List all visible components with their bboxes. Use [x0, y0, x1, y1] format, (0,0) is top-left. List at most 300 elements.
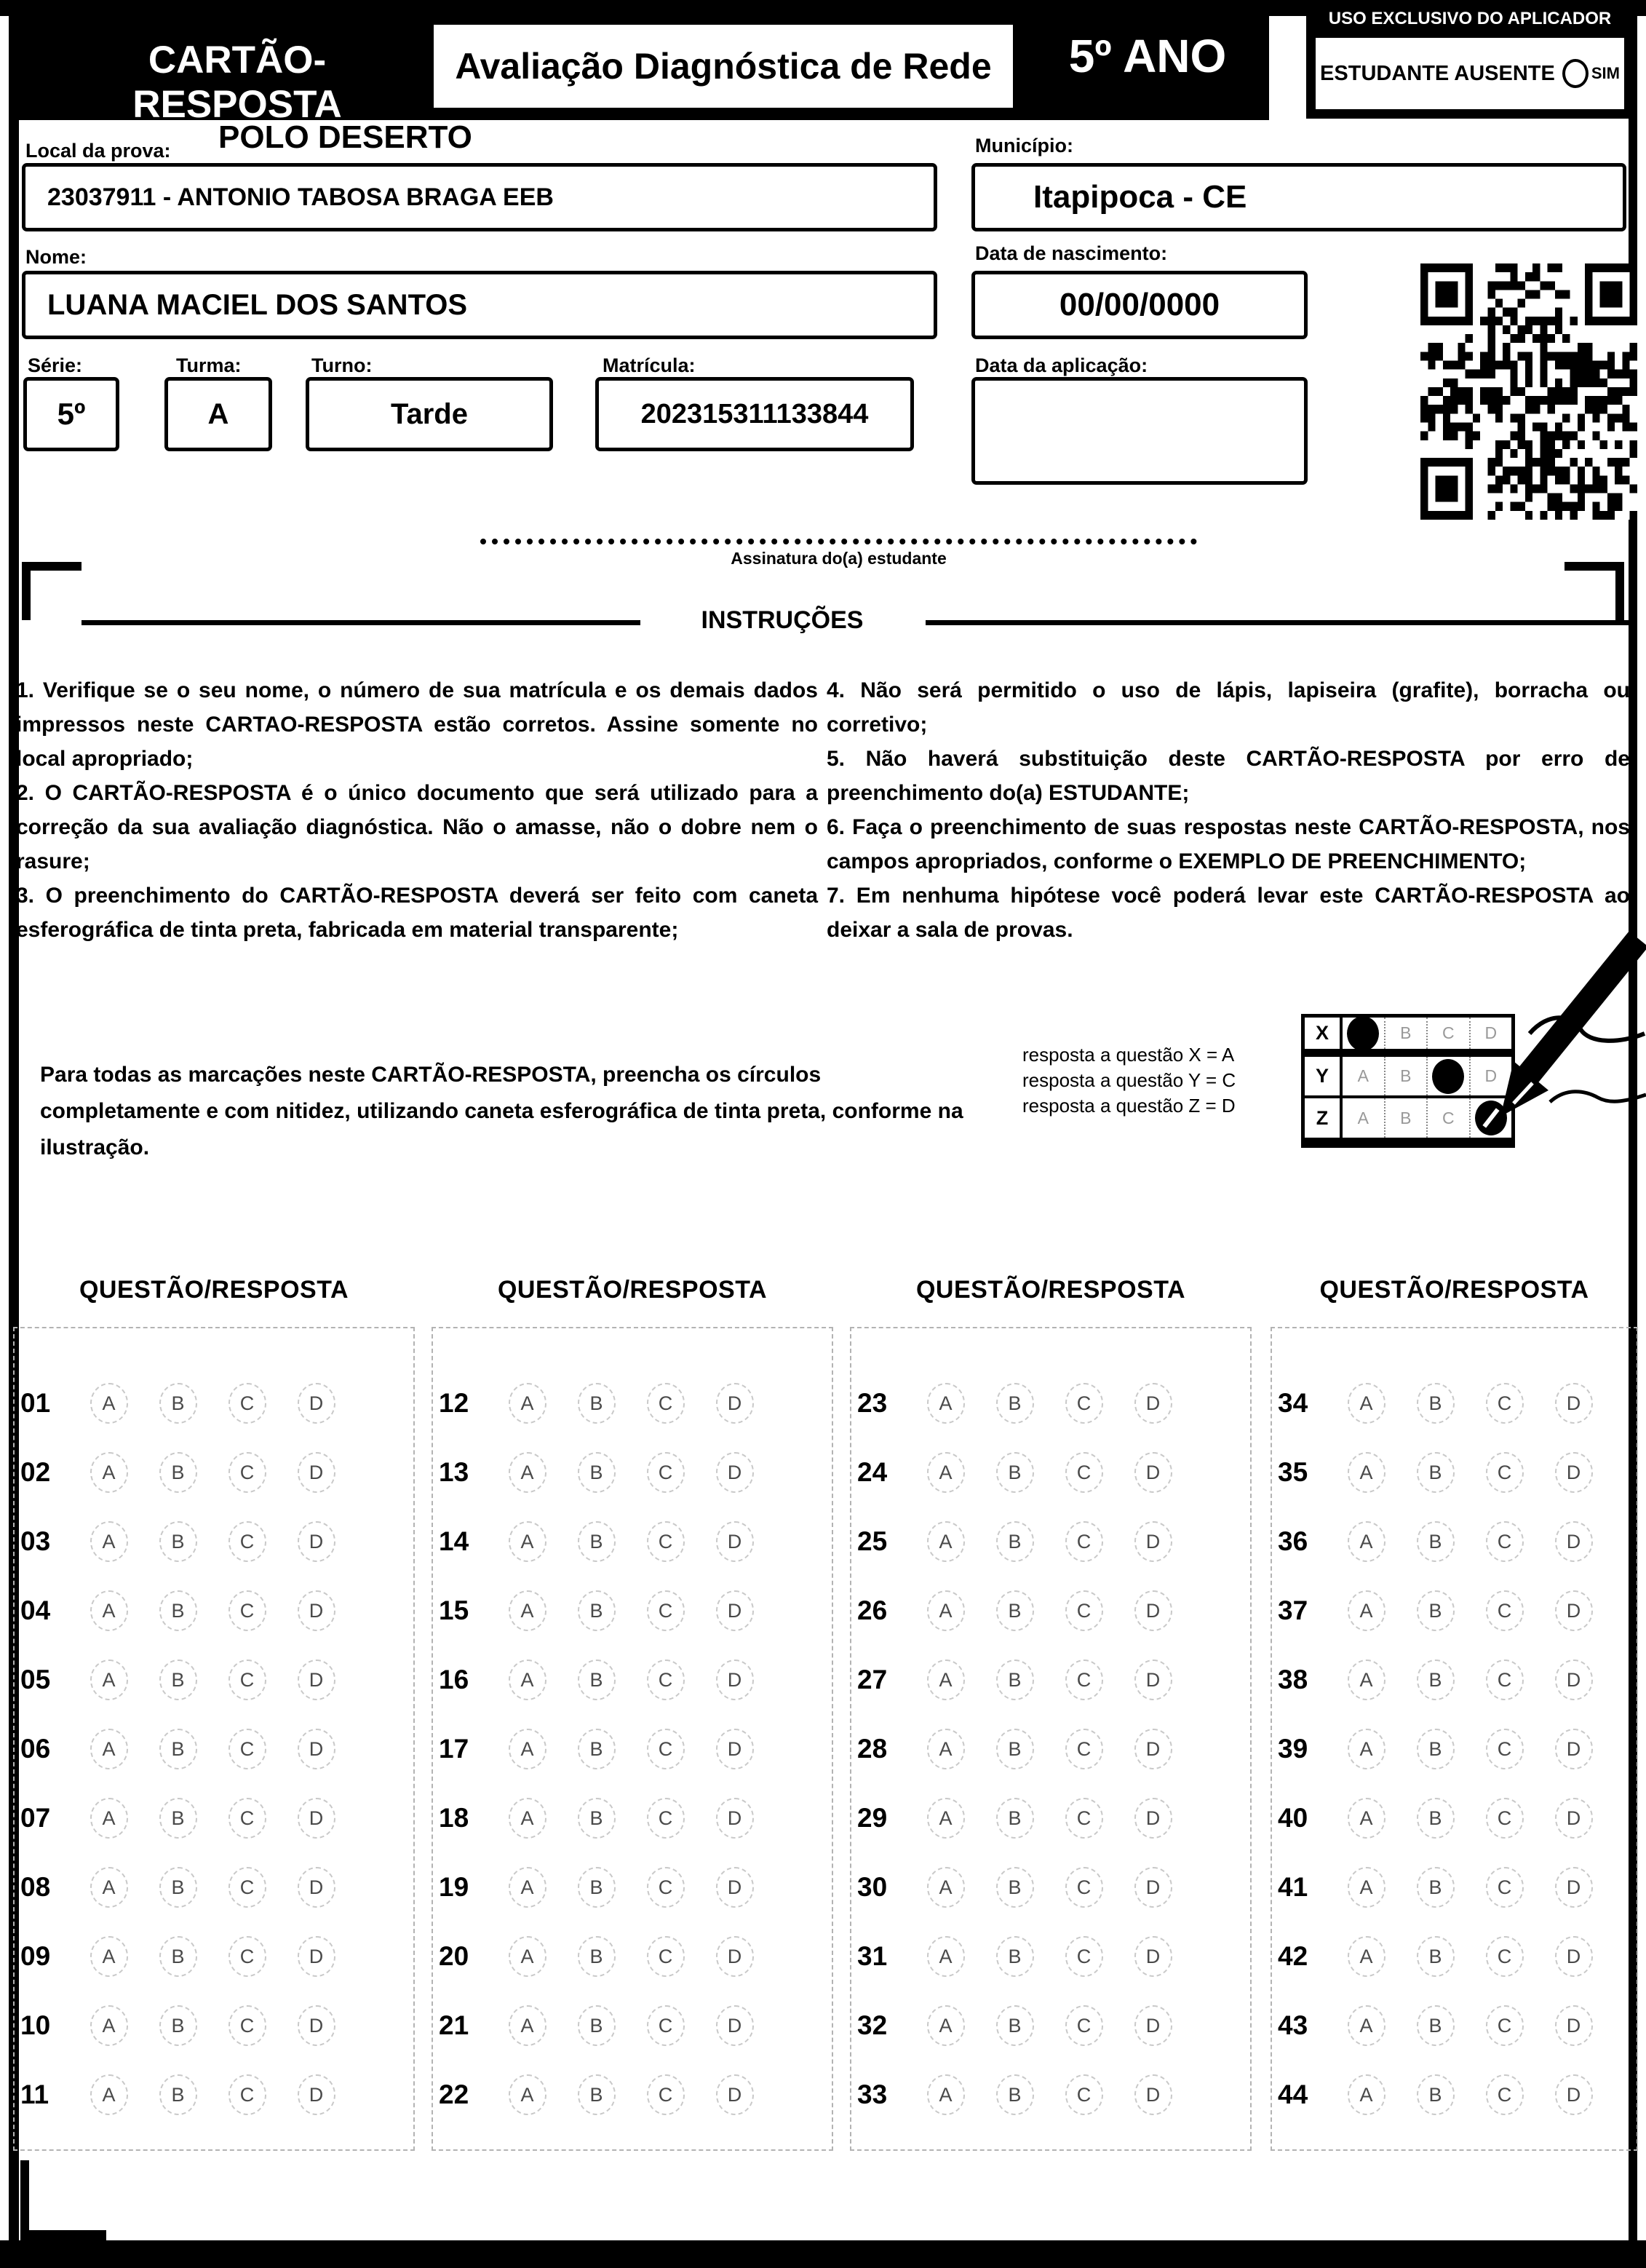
- bubble-38-B[interactable]: B: [1417, 1660, 1455, 1700]
- applicator-box: [1306, 0, 1634, 119]
- bubble-12-C[interactable]: C: [647, 1383, 685, 1424]
- bubble-04-C[interactable]: C: [228, 1590, 266, 1631]
- bubble-20-B[interactable]: B: [578, 1936, 616, 1977]
- bubble-44-A[interactable]: A: [1348, 2074, 1385, 2115]
- bubble-23-A[interactable]: A: [927, 1383, 965, 1424]
- answer-row: [857, 1934, 1250, 1979]
- bubble-14-B[interactable]: B: [578, 1521, 616, 1562]
- bubble-10-D[interactable]: D: [298, 2005, 335, 2046]
- bubble-43-D[interactable]: D: [1555, 2005, 1593, 2046]
- bubble-31-A[interactable]: A: [927, 1936, 965, 1977]
- bubble-44-B[interactable]: B: [1417, 2074, 1455, 2115]
- question-number: 30: [857, 1872, 888, 1902]
- bubble-14-A[interactable]: A: [509, 1521, 546, 1562]
- bubble-05-A[interactable]: A: [90, 1660, 128, 1700]
- bubble-34-D[interactable]: D: [1555, 1383, 1593, 1424]
- question-number: 23: [857, 1388, 888, 1418]
- bubble-25-B[interactable]: B: [996, 1521, 1034, 1562]
- bubble-01-D[interactable]: D: [298, 1383, 335, 1424]
- answer-row: [20, 2003, 413, 2048]
- bubble-07-A[interactable]: A: [90, 1798, 128, 1839]
- instruction-item: 3. O preenchimento do CARTÃO-RESPOSTA deverá ser feito com caneta esferográfica de tinta preta, fabricada em material transparente;: [16, 884, 818, 942]
- bubble-32-A[interactable]: A: [927, 2005, 965, 2046]
- answer-block: [850, 1327, 1252, 2151]
- bubble-33-D[interactable]: D: [1134, 2074, 1172, 2115]
- example-cell-Y-A: [1343, 1057, 1384, 1095]
- bubble-21-C[interactable]: C: [647, 2005, 685, 2046]
- question-number: 44: [1278, 2079, 1308, 2109]
- bubble-14-C[interactable]: C: [647, 1521, 685, 1562]
- turno-label: Turno:: [311, 354, 373, 376]
- bubble-26-C[interactable]: C: [1065, 1590, 1103, 1631]
- bubble-20-C[interactable]: C: [647, 1936, 685, 1977]
- example-cell-X-B: [1384, 1018, 1427, 1049]
- answer-row: [857, 2003, 1250, 2048]
- bubble-24-A[interactable]: A: [927, 1452, 965, 1493]
- bubble-16-C[interactable]: C: [647, 1660, 685, 1700]
- bubble-16-B[interactable]: B: [578, 1660, 616, 1700]
- answer-row: [857, 1865, 1250, 1910]
- question-number: 15: [439, 1595, 469, 1625]
- bubble-27-C[interactable]: C: [1065, 1660, 1103, 1700]
- bubble-23-D[interactable]: D: [1134, 1383, 1172, 1424]
- bubble-32-C[interactable]: C: [1065, 2005, 1103, 2046]
- aplicacao-box: [971, 377, 1308, 485]
- answer-row: [857, 2072, 1250, 2117]
- bubble-25-C[interactable]: C: [1065, 1521, 1103, 1562]
- bubble-27-D[interactable]: D: [1134, 1660, 1172, 1700]
- bubble-09-A[interactable]: A: [90, 1936, 128, 1977]
- bubble-03-A[interactable]: A: [90, 1521, 128, 1562]
- turma-value: A: [207, 397, 229, 430]
- bubble-19-D[interactable]: D: [716, 1867, 754, 1908]
- answer-row: [1278, 1796, 1637, 1841]
- question-number: 43: [1278, 2010, 1308, 2040]
- local-label: Local da prova:: [25, 140, 171, 162]
- bubble-10-C[interactable]: C: [228, 2005, 266, 2046]
- bubble-26-D[interactable]: D: [1134, 1590, 1172, 1631]
- bubble-02-D[interactable]: D: [298, 1452, 335, 1493]
- bubble-10-B[interactable]: B: [159, 2005, 197, 2046]
- bubble-05-C[interactable]: C: [228, 1660, 266, 1700]
- bubble-30-B[interactable]: B: [996, 1867, 1034, 1908]
- bubble-03-C[interactable]: C: [228, 1521, 266, 1562]
- example-row-label: Z: [1305, 1098, 1343, 1138]
- grid-column-header: QUESTÃO/RESPOSTA: [1319, 1276, 1589, 1304]
- bubble-18-D[interactable]: D: [716, 1798, 754, 1839]
- bubble-42-C[interactable]: C: [1486, 1936, 1524, 1977]
- answer-row: [20, 2072, 413, 2117]
- grid-column-header: QUESTÃO/RESPOSTA: [497, 1276, 768, 1304]
- polo-value: POLO DESERTO: [218, 119, 472, 155]
- bubble-42-A[interactable]: A: [1348, 1936, 1385, 1977]
- bubble-01-C[interactable]: C: [228, 1383, 266, 1424]
- bubble-25-D[interactable]: D: [1134, 1521, 1172, 1562]
- question-number: 39: [1278, 1734, 1308, 1764]
- answer-row: [1278, 1865, 1637, 1910]
- card-title: CARTÃO-RESPOSTA: [132, 39, 342, 126]
- bubble-14-D[interactable]: D: [716, 1521, 754, 1562]
- bubble-02-C[interactable]: C: [228, 1452, 266, 1493]
- answer-row: [439, 1657, 832, 1702]
- bubble-24-C[interactable]: C: [1065, 1452, 1103, 1493]
- bubble-44-D[interactable]: D: [1555, 2074, 1593, 2115]
- bubble-11-B[interactable]: B: [159, 2074, 197, 2115]
- nome-value: LUANA MACIEL DOS SANTOS: [47, 288, 468, 321]
- bubble-32-B[interactable]: B: [996, 2005, 1034, 2046]
- bubble-33-B[interactable]: B: [996, 2074, 1034, 2115]
- bubble-11-D[interactable]: D: [298, 2074, 335, 2115]
- bubble-16-A[interactable]: A: [509, 1660, 546, 1700]
- example-option-letter: B: [1400, 1023, 1412, 1042]
- bubble-43-B[interactable]: B: [1417, 2005, 1455, 2046]
- registration-mark-bottom-left: [20, 2160, 106, 2240]
- bubble-12-B[interactable]: B: [578, 1383, 616, 1424]
- bubble-03-B[interactable]: B: [159, 1521, 197, 1562]
- bubble-27-A[interactable]: A: [927, 1660, 965, 1700]
- pencil-illustration: [1463, 926, 1646, 1166]
- absent-field: [1313, 35, 1627, 112]
- registration-mark-top-left: [22, 562, 81, 620]
- bubble-11-A[interactable]: A: [90, 2074, 128, 2115]
- bubble-38-D[interactable]: D: [1555, 1660, 1593, 1700]
- nome-label: Nome:: [25, 246, 87, 268]
- bubble-38-C[interactable]: C: [1486, 1660, 1524, 1700]
- example-option-letter: B: [1400, 1066, 1412, 1085]
- bubble-30-D[interactable]: D: [1134, 1867, 1172, 1908]
- bubble-27-B[interactable]: B: [996, 1660, 1034, 1700]
- divider-left: [81, 620, 640, 625]
- bubble-06-A[interactable]: A: [90, 1729, 128, 1769]
- bubble-26-B[interactable]: B: [996, 1590, 1034, 1631]
- bubble-28-D[interactable]: D: [1134, 1729, 1172, 1769]
- answer-row: [20, 1726, 413, 1772]
- bubble-07-C[interactable]: C: [228, 1798, 266, 1839]
- bubble-09-C[interactable]: C: [228, 1936, 266, 1977]
- bubble-21-A[interactable]: A: [509, 2005, 546, 2046]
- answer-row: [439, 1519, 832, 1564]
- question-number: 27: [857, 1665, 888, 1694]
- answer-row: [20, 1450, 413, 1495]
- bubble-33-A[interactable]: A: [927, 2074, 965, 2115]
- question-number: 20: [439, 1941, 469, 1971]
- answer-row: [1278, 1657, 1637, 1702]
- bubble-39-B[interactable]: B: [1417, 1729, 1455, 1769]
- bubble-13-C[interactable]: C: [647, 1452, 685, 1493]
- bubble-07-B[interactable]: B: [159, 1798, 197, 1839]
- question-number: 21: [439, 2010, 469, 2040]
- bubble-17-B[interactable]: B: [578, 1729, 616, 1769]
- bubble-08-B[interactable]: B: [159, 1867, 197, 1908]
- answer-row: [1278, 1934, 1637, 1979]
- bubble-44-C[interactable]: C: [1486, 2074, 1524, 2115]
- municipio-value: Itapipoca - CE: [1033, 179, 1247, 215]
- answer-row: [20, 1381, 413, 1426]
- bubble-08-A[interactable]: A: [90, 1867, 128, 1908]
- divider-right: [926, 620, 1629, 625]
- matricula-label: Matrícula:: [603, 354, 696, 376]
- bubble-28-B[interactable]: B: [996, 1729, 1034, 1769]
- answer-column-4: [1271, 1270, 1638, 2154]
- answer-column-3: [850, 1270, 1252, 2154]
- bubble-37-D[interactable]: D: [1555, 1590, 1593, 1631]
- instruction-item: 5. Não haverá substituição deste CARTÃO-RESPOSTA por erro de preenchimento do(a) ESTUDANTE;: [827, 747, 1630, 805]
- bubble-13-A[interactable]: A: [509, 1452, 546, 1493]
- bubble-02-A[interactable]: A: [90, 1452, 128, 1493]
- answer-row: [439, 1934, 832, 1979]
- bubble-43-C[interactable]: C: [1486, 2005, 1524, 2046]
- question-number: 41: [1278, 1872, 1308, 1902]
- bubble-39-D[interactable]: D: [1555, 1729, 1593, 1769]
- absent-option-label: SIM: [1591, 64, 1620, 82]
- bubble-35-B[interactable]: B: [1417, 1452, 1455, 1493]
- bubble-37-A[interactable]: A: [1348, 1590, 1385, 1631]
- bubble-18-A[interactable]: A: [509, 1798, 546, 1839]
- bubble-30-C[interactable]: C: [1065, 1867, 1103, 1908]
- bubble-30-A[interactable]: A: [927, 1867, 965, 1908]
- bubble-04-D[interactable]: D: [298, 1590, 335, 1631]
- bubble-42-D[interactable]: D: [1555, 1936, 1593, 1977]
- bubble-22-D[interactable]: D: [716, 2074, 754, 2115]
- bubble-05-B[interactable]: B: [159, 1660, 197, 1700]
- bubble-15-A[interactable]: A: [509, 1590, 546, 1631]
- registration-mark-top-right: [1565, 562, 1624, 620]
- answer-column-2: [432, 1270, 833, 2154]
- bubble-15-B[interactable]: B: [578, 1590, 616, 1631]
- school-box: [22, 163, 937, 231]
- example-option-letter: D: [1484, 1023, 1498, 1042]
- serie-label: Série:: [28, 354, 83, 376]
- bubble-26-A[interactable]: A: [927, 1590, 965, 1631]
- bubble-21-B[interactable]: B: [578, 2005, 616, 2046]
- bubble-02-B[interactable]: B: [159, 1452, 197, 1493]
- bubble-29-B[interactable]: B: [996, 1798, 1034, 1839]
- example-option-letter: A: [1357, 1066, 1369, 1085]
- signature-label: Assinatura do(a) estudante: [731, 549, 947, 568]
- bubble-31-D[interactable]: D: [1134, 1936, 1172, 1977]
- bubble-03-D[interactable]: D: [298, 1521, 335, 1562]
- bubble-22-B[interactable]: B: [578, 2074, 616, 2115]
- bubble-17-D[interactable]: D: [716, 1729, 754, 1769]
- bubble-01-B[interactable]: B: [159, 1383, 197, 1424]
- bubble-36-B[interactable]: B: [1417, 1521, 1455, 1562]
- bubble-04-A[interactable]: A: [90, 1590, 128, 1631]
- bubble-40-D[interactable]: D: [1555, 1798, 1593, 1839]
- exam-title: Avaliação Diagnóstica de Rede: [455, 46, 992, 87]
- question-number: 03: [20, 1526, 51, 1556]
- bubble-13-B[interactable]: B: [578, 1452, 616, 1493]
- bubble-39-A[interactable]: A: [1348, 1729, 1385, 1769]
- question-number: 17: [439, 1734, 469, 1764]
- example-option-letter: C: [1442, 1023, 1455, 1042]
- answer-row: [1278, 1381, 1637, 1426]
- bubble-12-D[interactable]: D: [716, 1383, 754, 1424]
- bubble-22-A[interactable]: A: [509, 2074, 546, 2115]
- bubble-18-B[interactable]: B: [578, 1798, 616, 1839]
- bubble-04-B[interactable]: B: [159, 1590, 197, 1631]
- instruction-item: 6. Faça o preenchimento de suas respostas neste CARTÃO-RESPOSTA, nos campos apropriados, conforme o EXEMPLO DE PREENCHIMENTO;: [827, 815, 1630, 873]
- bubble-23-C[interactable]: C: [1065, 1383, 1103, 1424]
- bubble-31-C[interactable]: C: [1065, 1936, 1103, 1977]
- bubble-20-A[interactable]: A: [509, 1936, 546, 1977]
- bubble-29-C[interactable]: C: [1065, 1798, 1103, 1839]
- bubble-24-B[interactable]: B: [996, 1452, 1034, 1493]
- bubble-43-A[interactable]: A: [1348, 2005, 1385, 2046]
- question-number: 11: [20, 2079, 49, 2109]
- example-legend-line: resposta a questão Y = C: [1022, 1069, 1236, 1091]
- header-band: [19, 0, 1269, 126]
- bubble-13-D[interactable]: D: [716, 1452, 754, 1493]
- bubble-09-D[interactable]: D: [298, 1936, 335, 1977]
- bubble-08-C[interactable]: C: [228, 1867, 266, 1908]
- aplicacao-label: Data da aplicação:: [975, 354, 1148, 376]
- question-number: 26: [857, 1595, 888, 1625]
- question-number: 28: [857, 1734, 888, 1764]
- bubble-40-A[interactable]: A: [1348, 1798, 1385, 1839]
- bubble-34-C[interactable]: C: [1486, 1383, 1524, 1424]
- bubble-10-A[interactable]: A: [90, 2005, 128, 2046]
- bubble-34-B[interactable]: B: [1417, 1383, 1455, 1424]
- answer-row: [857, 1519, 1250, 1564]
- question-number: 31: [857, 1941, 888, 1971]
- bubble-41-D[interactable]: D: [1555, 1867, 1593, 1908]
- instructions-left: [16, 673, 818, 947]
- bubble-35-C[interactable]: C: [1486, 1452, 1524, 1493]
- example-cell-Y-B: [1384, 1057, 1427, 1095]
- bubble-01-A[interactable]: A: [90, 1383, 128, 1424]
- answer-row: [1278, 1519, 1637, 1564]
- matricula-value: 202315311133844: [640, 398, 869, 429]
- question-number: 05: [20, 1665, 51, 1694]
- bubble-19-B[interactable]: B: [578, 1867, 616, 1908]
- bubble-41-C[interactable]: C: [1486, 1867, 1524, 1908]
- question-number: 02: [20, 1457, 51, 1487]
- bubble-40-C[interactable]: C: [1486, 1798, 1524, 1839]
- bubble-36-C[interactable]: C: [1486, 1521, 1524, 1562]
- instructions-right: [827, 673, 1630, 947]
- question-number: 19: [439, 1872, 469, 1902]
- qr-code: [1420, 263, 1637, 520]
- absent-option-circle[interactable]: [1562, 59, 1589, 88]
- answer-row: [20, 1588, 413, 1633]
- bubble-08-D[interactable]: D: [298, 1867, 335, 1908]
- example-legend: [1022, 1042, 1236, 1119]
- bubble-19-C[interactable]: C: [647, 1867, 685, 1908]
- bubble-32-D[interactable]: D: [1134, 2005, 1172, 2046]
- bubble-37-B[interactable]: B: [1417, 1590, 1455, 1631]
- school-value: 23037911 - ANTONIO TABOSA BRAGA EEB: [47, 183, 554, 211]
- question-number: 09: [20, 1941, 51, 1971]
- bubble-15-D[interactable]: D: [716, 1590, 754, 1631]
- question-number: 16: [439, 1665, 469, 1694]
- answer-block: [13, 1327, 415, 2151]
- question-number: 07: [20, 1803, 51, 1833]
- example-option-letter: D: [1484, 1066, 1498, 1085]
- bubble-41-A[interactable]: A: [1348, 1867, 1385, 1908]
- answer-row: [20, 1865, 413, 1910]
- nascimento-label: Data de nascimento:: [975, 242, 1168, 264]
- question-number: 04: [20, 1595, 51, 1625]
- nascimento-value: 00/00/0000: [1059, 287, 1220, 322]
- answer-row: [1278, 2003, 1637, 2048]
- bubble-15-C[interactable]: C: [647, 1590, 685, 1631]
- bubble-38-A[interactable]: A: [1348, 1660, 1385, 1700]
- bubble-19-A[interactable]: A: [509, 1867, 546, 1908]
- bubble-05-D[interactable]: D: [298, 1660, 335, 1700]
- bubble-06-B[interactable]: B: [159, 1729, 197, 1769]
- bubble-33-C[interactable]: C: [1065, 2074, 1103, 2115]
- bubble-35-A[interactable]: A: [1348, 1452, 1385, 1493]
- bubble-24-D[interactable]: D: [1134, 1452, 1172, 1493]
- exam-title-box: [434, 25, 1013, 108]
- question-number: 13: [439, 1457, 469, 1487]
- bubble-34-A[interactable]: A: [1348, 1383, 1385, 1424]
- bubble-17-A[interactable]: A: [509, 1729, 546, 1769]
- question-number: 29: [857, 1803, 888, 1833]
- matricula-box: [595, 377, 914, 451]
- bubble-06-D[interactable]: D: [298, 1729, 335, 1769]
- bubble-23-B[interactable]: B: [996, 1383, 1034, 1424]
- signature-line[interactable]: [480, 539, 1197, 544]
- bubble-36-D[interactable]: D: [1555, 1521, 1593, 1562]
- bubble-36-A[interactable]: A: [1348, 1521, 1385, 1562]
- answer-row: [857, 1796, 1250, 1841]
- serie-box: [23, 377, 119, 451]
- bubble-28-A[interactable]: A: [927, 1729, 965, 1769]
- bubble-25-A[interactable]: A: [927, 1521, 965, 1562]
- answer-row: [1278, 1450, 1637, 1495]
- example-cell-Z-B: [1384, 1098, 1427, 1138]
- bubble-18-C[interactable]: C: [647, 1798, 685, 1839]
- bubble-29-A[interactable]: A: [927, 1798, 965, 1839]
- answer-row: [439, 1588, 832, 1633]
- bubble-22-C[interactable]: C: [647, 2074, 685, 2115]
- bottom-edge-bar: [0, 2240, 1646, 2268]
- bubble-12-A[interactable]: A: [509, 1383, 546, 1424]
- bubble-41-B[interactable]: B: [1417, 1867, 1455, 1908]
- example-option-letter: C: [1442, 1108, 1455, 1127]
- bubble-07-D[interactable]: D: [298, 1798, 335, 1839]
- bubble-21-D[interactable]: D: [716, 2005, 754, 2046]
- instruction-item: 2. O CARTÃO-RESPOSTA é o único documento que será utilizado para a correção da sua avaliação diagnóstica. Não o amasse, não o dobre nem o rasure;: [16, 781, 818, 873]
- bubble-37-C[interactable]: C: [1486, 1590, 1524, 1631]
- example-cell-Z-A: [1343, 1098, 1384, 1138]
- answer-block: [432, 1327, 833, 2151]
- question-number: 34: [1278, 1388, 1308, 1418]
- instruction-item: 4. Não será permitido o uso de lápis, lapiseira (grafite), borracha ou corretivo;: [827, 678, 1630, 737]
- turno-box: [306, 377, 553, 451]
- bubble-17-C[interactable]: C: [647, 1729, 685, 1769]
- example-cell-X-A: [1343, 1018, 1384, 1049]
- bubble-40-B[interactable]: B: [1417, 1798, 1455, 1839]
- bubble-35-D[interactable]: D: [1555, 1452, 1593, 1493]
- bubble-16-D[interactable]: D: [716, 1660, 754, 1700]
- municipio-label: Município:: [975, 135, 1073, 156]
- bubble-39-C[interactable]: C: [1486, 1729, 1524, 1769]
- answer-row: [439, 1865, 832, 1910]
- question-number: 08: [20, 1872, 51, 1902]
- bubble-42-B[interactable]: B: [1417, 1936, 1455, 1977]
- bubble-06-C[interactable]: C: [228, 1729, 266, 1769]
- bubble-31-B[interactable]: B: [996, 1936, 1034, 1977]
- bubble-29-D[interactable]: D: [1134, 1798, 1172, 1839]
- answer-row: [1278, 1588, 1637, 1633]
- bubble-09-B[interactable]: B: [159, 1936, 197, 1977]
- bubble-28-C[interactable]: C: [1065, 1729, 1103, 1769]
- example-row-label: X: [1305, 1018, 1343, 1049]
- bubble-11-C[interactable]: C: [228, 2074, 266, 2115]
- bubble-20-D[interactable]: D: [716, 1936, 754, 1977]
